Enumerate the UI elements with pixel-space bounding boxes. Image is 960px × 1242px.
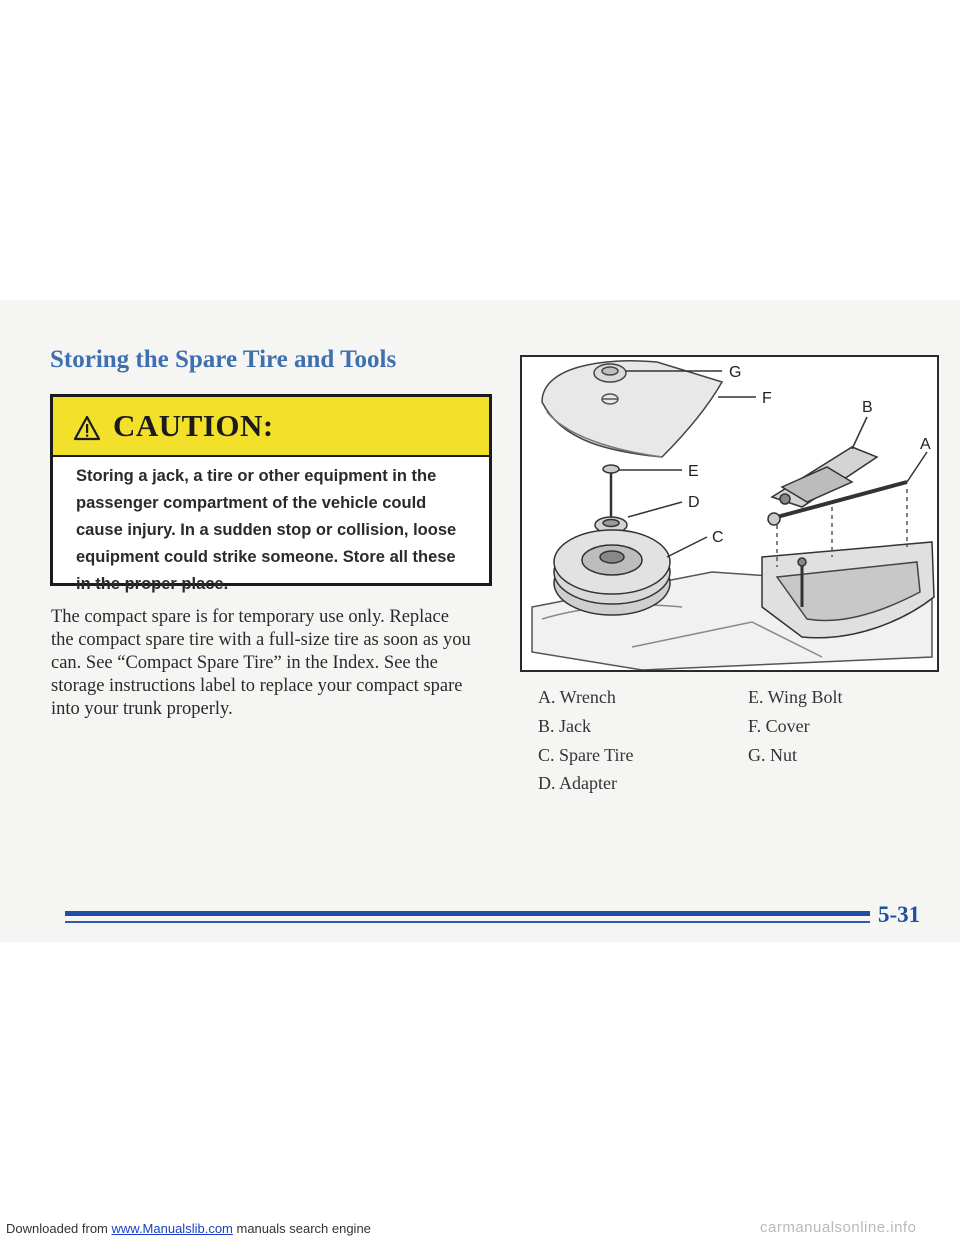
body-paragraph [51,606,501,721]
body-line: The compact spare is for temporary use only. Replace [51,607,449,627]
download-footer [6,1221,371,1236]
caution-line: equipment could strike someone. Store all these [76,548,456,566]
watermark-text: carmanualsonline.info [760,1219,917,1236]
warning-triangle-icon [73,415,101,441]
caution-line: Storing a jack, a tire or other equipment in the [76,467,437,485]
caution-line: cause injury. In a sudden stop or collision, loose [76,521,457,539]
callout-label: A [920,436,931,453]
caution-line: passenger compartment of the vehicle could [76,494,427,512]
caution-text [76,463,486,598]
footer-rule [65,911,870,916]
legend-item: B. Jack [538,716,591,736]
legend-item: E. Wing Bolt [748,687,843,707]
callout-label: G [729,364,742,381]
body-line: into your trunk properly. [51,699,233,719]
caution-box [50,394,492,593]
caution-header [53,397,489,457]
legend-item: F. Cover [748,716,810,736]
caution-title: CAUTION: [113,408,274,443]
callout-label: B [862,399,873,416]
legend-item: D. Adapter [538,773,617,793]
footer-rule-thin [65,921,870,923]
illustration-drawing [522,357,937,670]
legend-item: G. Nut [748,745,797,765]
callout-label: F [762,390,772,407]
callout-label: E [688,463,699,480]
page-number: 5-31 [878,902,921,927]
section-title: Storing the Spare Tire and Tools [50,346,397,373]
body-line: can. See “Compact Spare Tire” in the Index. See the [51,653,438,673]
legend-item: C. Spare Tire [538,745,634,765]
footer-suffix: manuals search engine [232,1221,371,1236]
manualslib-link[interactable]: www.Manualslib.com [111,1221,233,1236]
spare-tire-illustration [520,355,939,672]
callout-label: D [688,494,700,511]
body-line: storage instructions label to replace your compact spare [51,676,463,696]
callout-label: C [712,529,724,546]
legend-item: A. Wrench [538,687,616,707]
body-line: the compact spare tire with a full-size tire as soon as you [51,630,471,650]
caution-line: in the proper place. [76,575,229,593]
footer-prefix: Downloaded from [6,1221,112,1236]
